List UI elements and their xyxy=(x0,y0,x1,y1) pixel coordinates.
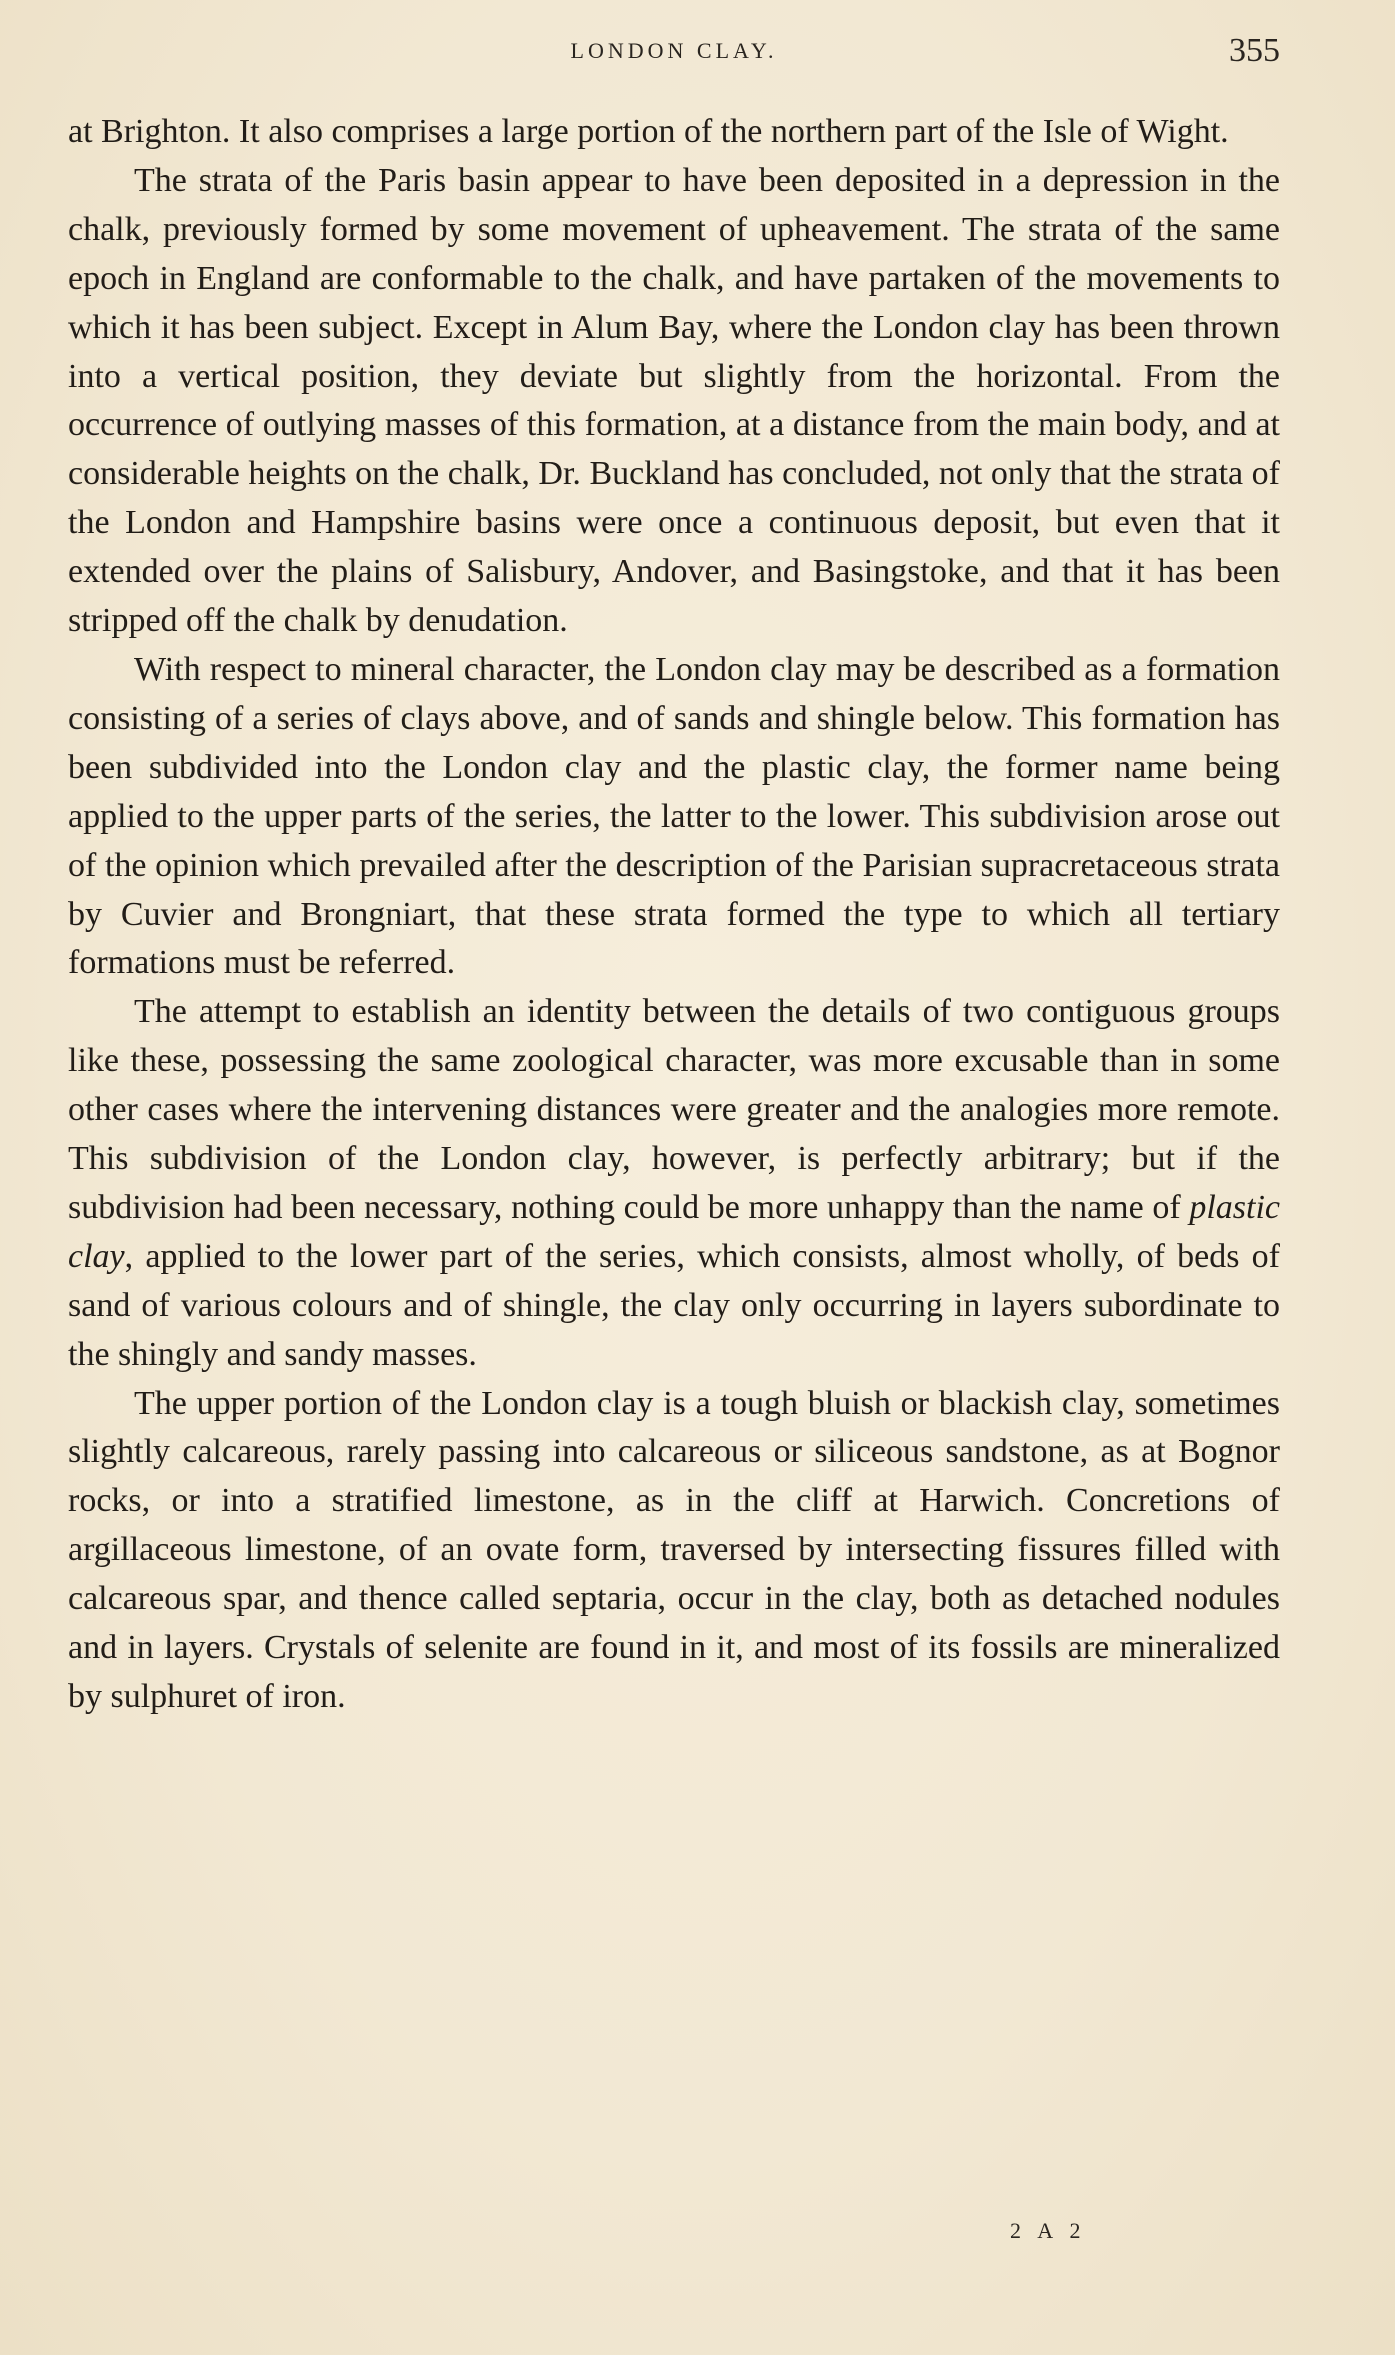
paragraph-subdivision xyxy=(68,988,1280,1379)
page-header xyxy=(68,32,1280,76)
paragraph-subdivision-text-after: , applied to the lower part of the series, which consists, almost wholly, of beds of sand of various colours and of shingle, the clay only occurring in layers subordinate to the shingly and sandy masses. xyxy=(68,1237,1280,1373)
paragraph-continuation: at Brighton. It also comprises a large portion of the northern part of the Isle of Wight. xyxy=(68,113,1229,150)
signature-mark: 2 A 2 xyxy=(1010,2218,1087,2243)
paragraph-mineral-character: With respect to mineral character, the London clay may be described as a formation consisting of a series of clays above, and of sands and shingle below. This formation has been subdivided into the London clay and the plastic clay, the former name being applied to the upper parts of the series, the latter to the lower. This subdivision arose out of the opinion which prevailed after the description of the Parisian supracretaceous strata by Cuvier and Brongniart, that these strata formed the type to which all tertiary formations must be referred. xyxy=(68,650,1280,982)
page-number: 355 xyxy=(1229,32,1280,69)
running-title: LONDON CLAY. xyxy=(570,38,778,63)
emphasis-plastic-clay: plastic clay xyxy=(68,1188,1280,1275)
paragraph-subdivision-text-before: The attempt to establish an identity between the details of two contiguous groups like these, possessing the same zoological character, was more excusable than in some other cases where the intervening distances were greater and the analogies more remote. This subdivision of the London clay, however, is perfectly arbitrary; but if the subdivision had been necessary, nothing could be more unhappy than the name of xyxy=(68,993,1280,1226)
paragraph-upper-portion: The upper portion of the London clay is a tough bluish or blackish clay, sometimes slightly calcareous, rarely passing into calcareous or siliceous sandstone, as at Bognor rocks, or into a stratified limestone, as in the cliff at Harwich. Concretions of argillaceous limestone, of an ovate form, traversed by intersecting fissures filled with calcareous spar, and thence called septaria, occur in the clay, both as detached nodules and in layers. Crystals of selenite are found in it, and most of its fossils are mineralized by sulphuret of iron. xyxy=(68,1384,1280,1715)
body-text xyxy=(68,108,1280,1722)
paragraph-paris-basin: The strata of the Paris basin appear to have been deposited in a depression in the chalk, previously formed by some movement of upheavement. The strata of the same epoch in England are conformable to the chalk, and have partaken of the movements to which it has been subject. Except in Alum Bay, where the London clay has been thrown into a vertical position, they deviate but slightly from the horizontal. From the occurrence of outlying masses of this formation, at a distance from the main body, and at considerable heights on the chalk, Dr. Buckland has concluded, not only that the strata of the London and Hampshire basins were once a continuous deposit, but even that it extended over the plains of Salisbury, Andover, and Basingstoke, and that it has been stripped off the chalk by denudation. xyxy=(68,161,1280,640)
